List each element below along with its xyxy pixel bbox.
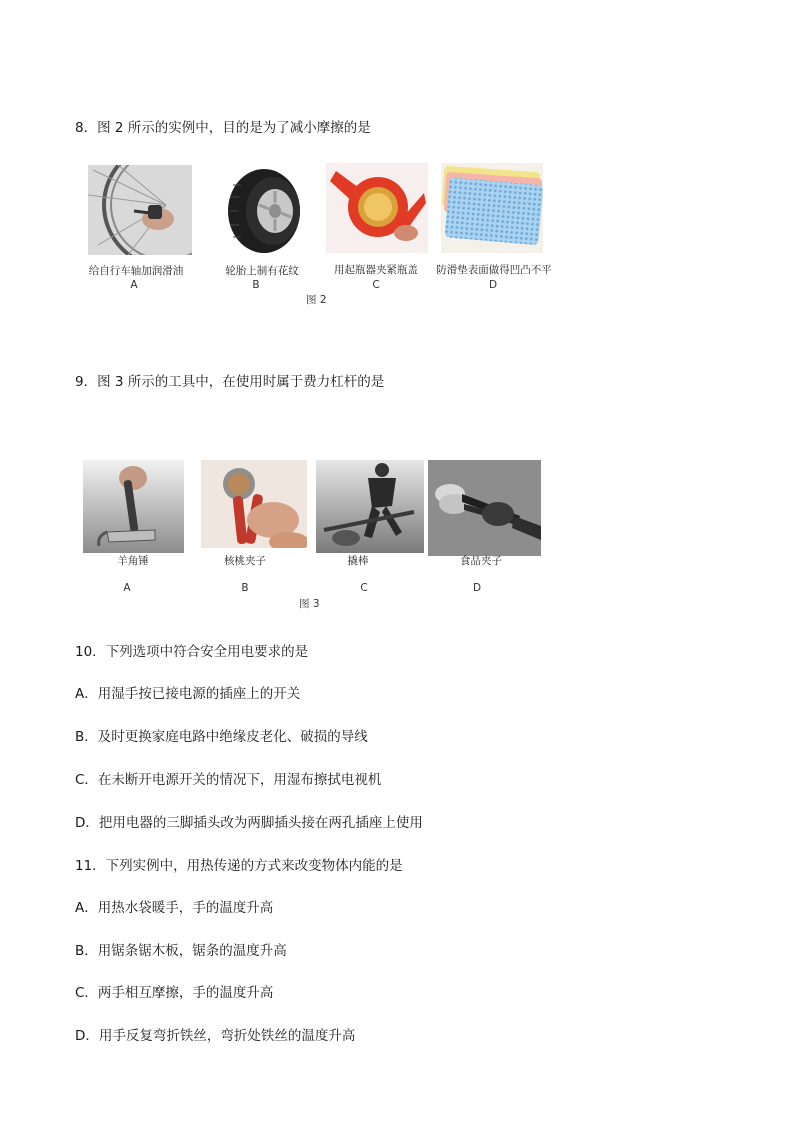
figure-2-caption-a: 给自行车轴加润滑油 — [88, 265, 184, 277]
figure-2-label: 图 2 — [306, 294, 327, 306]
food-tongs-image — [428, 460, 541, 556]
tire-image — [213, 165, 315, 255]
figure-2-letter-d: D — [488, 279, 498, 291]
question-8-text: 8．图 2 所示的实例中，目的是为了减小摩擦的是 — [75, 120, 371, 136]
anti-slip-mat-image — [441, 163, 543, 253]
figure-2-letter-a: A — [130, 279, 138, 291]
figure-2-caption-b: 轮胎上制有花纹 — [225, 265, 299, 277]
figure-3-letter-c: C — [360, 582, 368, 594]
question-11-text: 11．下列实例中，用热传递的方式来改变物体内能的是 — [75, 858, 403, 874]
question-11-option-b: B．用锯条锯木板，锯条的温度升高 — [75, 943, 287, 959]
question-10-option-b: B．及时更换家庭电路中绝缘皮老化、破损的导线 — [75, 729, 368, 745]
figure-2-caption-d: 防滑垫表面做得凹凸不平 — [436, 264, 552, 276]
figure-3-letter-d: D — [472, 582, 482, 594]
figure-3-label: 图 3 — [299, 598, 320, 610]
question-11-option-d: D．用手反复弯折铁丝，弯折处铁丝的温度升高 — [75, 1028, 356, 1044]
question-11-option-c: C．两手相互摩擦，手的温度升高 — [75, 985, 274, 1001]
claw-hammer-image — [83, 460, 184, 553]
figure-3-letter-a: A — [123, 582, 131, 594]
figure-3-caption-a: 羊角锤 — [117, 555, 149, 567]
figure-3-letter-b: B — [241, 582, 249, 594]
walnut-cracker-image — [201, 460, 307, 548]
question-10-option-a: A．用湿手按已接电源的插座上的开关 — [75, 686, 301, 702]
figure-2-letter-b: B — [252, 279, 260, 291]
question-10-text: 10．下列选项中符合安全用电要求的是 — [75, 644, 309, 660]
figure-3-caption-b: 核桃夹子 — [224, 555, 266, 567]
question-10-option-d: D．把用电器的三脚插头改为两脚插头接在两孔插座上使用 — [75, 815, 423, 831]
crowbar-image — [316, 460, 424, 553]
figure-3-caption-d: 食品夹子 — [460, 555, 502, 567]
bicycle-oiling-image — [88, 165, 192, 255]
figure-2-letter-c: C — [372, 279, 380, 291]
question-9-text: 9．图 3 所示的工具中，在使用时属于费力杠杆的是 — [75, 374, 385, 390]
question-11-option-a: A．用热水袋暖手，手的温度升高 — [75, 900, 274, 916]
figure-3-caption-c: 撬棒 — [347, 555, 369, 567]
bottle-opener-image — [326, 163, 428, 253]
figure-2-caption-c: 用起瓶器夹紧瓶盖 — [334, 264, 418, 276]
question-10-option-c: C．在未断开电源开关的情况下，用湿布擦拭电视机 — [75, 772, 382, 788]
